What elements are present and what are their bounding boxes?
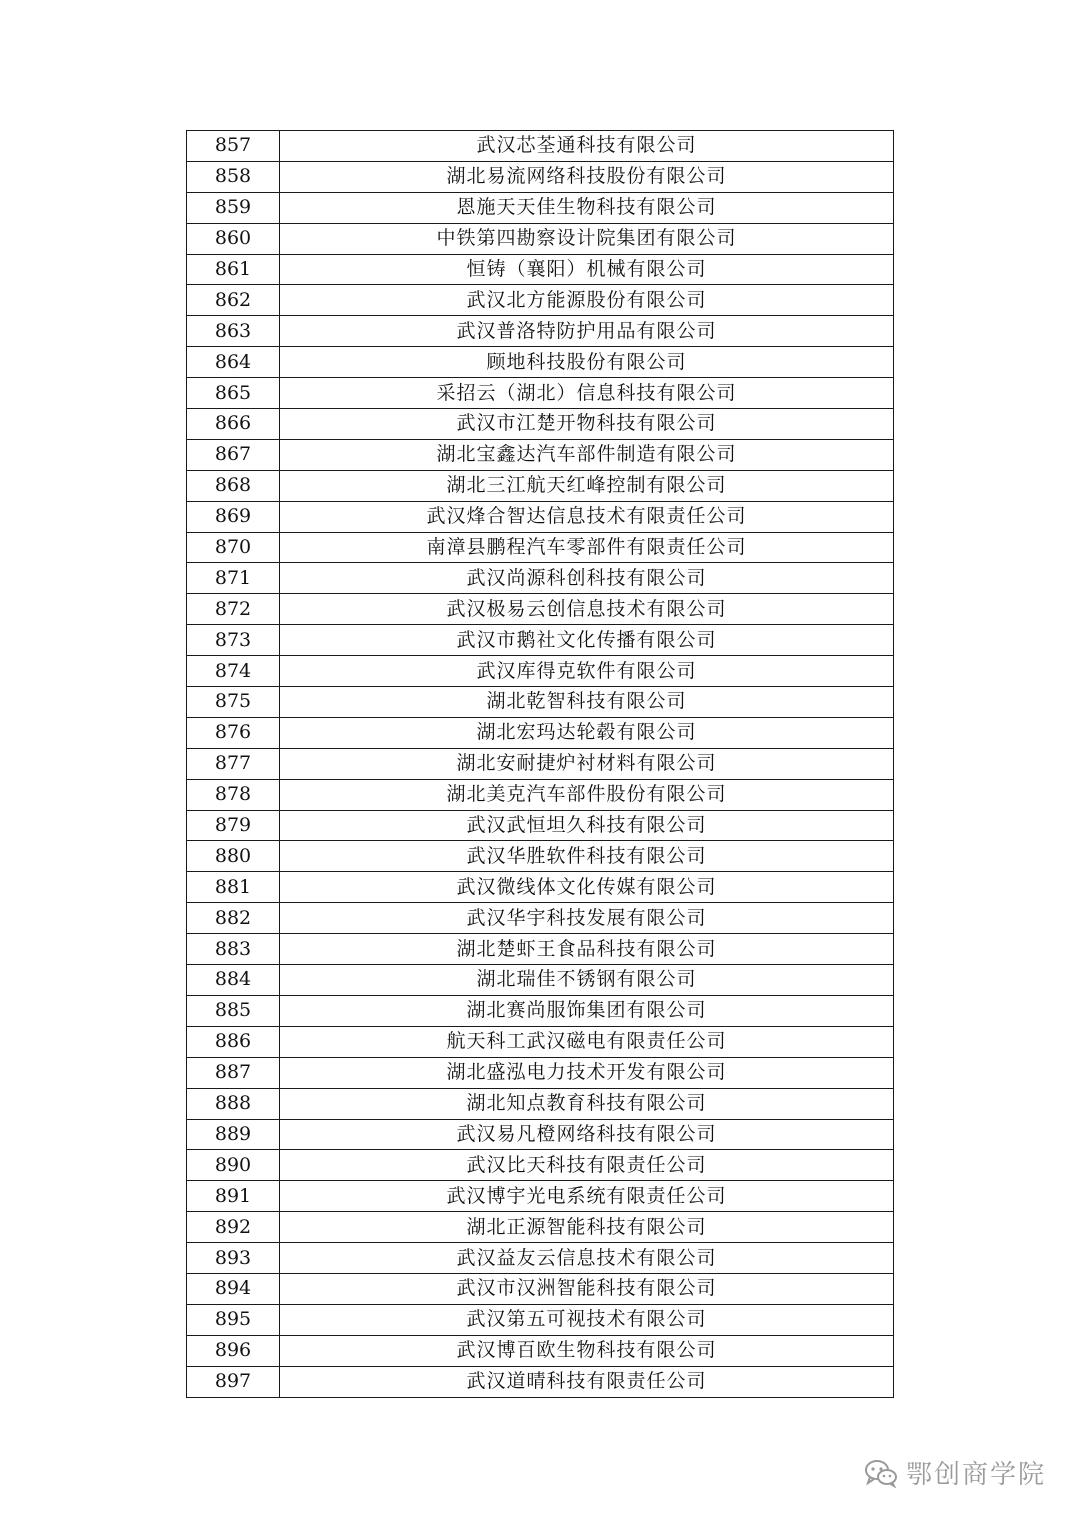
table-row — [187, 872, 894, 903]
company-name: 湖北赛尚服饰集团有限公司 — [280, 995, 894, 1026]
company-name: 湖北易流网络科技股份有限公司 — [280, 161, 894, 192]
company-name: 湖北乾智科技有限公司 — [280, 687, 894, 718]
company-name: 武汉微线体文化传媒有限公司 — [280, 872, 894, 903]
company-name: 武汉易凡橙网络科技有限公司 — [280, 1119, 894, 1150]
company-name: 武汉芯荃通科技有限公司 — [280, 131, 894, 162]
row-number: 881 — [187, 872, 280, 903]
company-name: 湖北盛泓电力技术开发有限公司 — [280, 1057, 894, 1088]
company-name: 恒铸（襄阳）机械有限公司 — [280, 254, 894, 285]
row-number: 896 — [187, 1335, 280, 1366]
watermark-text: 鄂创商学院 — [905, 1460, 1046, 1490]
row-number: 887 — [187, 1057, 280, 1088]
row-number: 890 — [187, 1150, 280, 1181]
table-row — [187, 1088, 894, 1119]
table-row — [187, 223, 894, 254]
row-number: 885 — [187, 995, 280, 1026]
table-row — [187, 532, 894, 563]
table-row — [187, 779, 894, 810]
company-name: 顾地科技股份有限公司 — [280, 347, 894, 378]
company-name: 南漳县鹏程汽车零部件有限责任公司 — [280, 532, 894, 563]
table-row — [187, 316, 894, 347]
company-name: 武汉烽合智达信息技术有限责任公司 — [280, 501, 894, 532]
company-name: 湖北楚虾王食品科技有限公司 — [280, 934, 894, 965]
table-row — [187, 563, 894, 594]
table-row — [187, 378, 894, 409]
row-number: 871 — [187, 563, 280, 594]
table-row — [187, 934, 894, 965]
row-number: 893 — [187, 1243, 280, 1274]
table-row — [187, 810, 894, 841]
table-row — [187, 1057, 894, 1088]
row-number: 889 — [187, 1119, 280, 1150]
company-name: 采招云（湖北）信息科技有限公司 — [280, 378, 894, 409]
row-number: 868 — [187, 470, 280, 501]
company-name: 武汉市江楚开物科技有限公司 — [280, 409, 894, 440]
row-number: 860 — [187, 223, 280, 254]
table-row — [187, 995, 894, 1026]
company-name: 武汉北方能源股份有限公司 — [280, 285, 894, 316]
table-row — [187, 1304, 894, 1335]
table-row — [187, 409, 894, 440]
row-number: 877 — [187, 748, 280, 779]
company-name: 湖北三江航天红峰控制有限公司 — [280, 470, 894, 501]
row-number: 867 — [187, 439, 280, 470]
row-number: 870 — [187, 532, 280, 563]
table-row — [187, 1273, 894, 1304]
table-row — [187, 470, 894, 501]
row-number: 865 — [187, 378, 280, 409]
company-name: 武汉极易云创信息技术有限公司 — [280, 594, 894, 625]
company-name: 中铁第四勘察设计院集团有限公司 — [280, 223, 894, 254]
table-row — [187, 1119, 894, 1150]
row-number: 873 — [187, 625, 280, 656]
row-number: 886 — [187, 1026, 280, 1057]
row-number: 891 — [187, 1181, 280, 1212]
row-number: 876 — [187, 717, 280, 748]
table-row — [187, 748, 894, 779]
table-row — [187, 439, 894, 470]
company-name: 武汉武恒坦久科技有限公司 — [280, 810, 894, 841]
company-list-body — [187, 131, 894, 1398]
table-row — [187, 254, 894, 285]
row-number: 892 — [187, 1212, 280, 1243]
wechat-watermark — [864, 1454, 1046, 1491]
row-number: 869 — [187, 501, 280, 532]
row-number: 872 — [187, 594, 280, 625]
company-name: 武汉尚源科创科技有限公司 — [280, 563, 894, 594]
row-number: 866 — [187, 409, 280, 440]
table-row — [187, 347, 894, 378]
row-number: 884 — [187, 965, 280, 996]
company-name: 武汉博百欧生物科技有限公司 — [280, 1335, 894, 1366]
table-row — [187, 841, 894, 872]
company-name: 武汉华胜软件科技有限公司 — [280, 841, 894, 872]
row-number: 874 — [187, 656, 280, 687]
table-row — [187, 687, 894, 718]
company-name: 武汉库得克软件有限公司 — [280, 656, 894, 687]
row-number: 880 — [187, 841, 280, 872]
row-number: 882 — [187, 903, 280, 934]
row-number: 894 — [187, 1273, 280, 1304]
table-row — [187, 501, 894, 532]
row-number: 864 — [187, 347, 280, 378]
company-name: 武汉益友云信息技术有限公司 — [280, 1243, 894, 1274]
company-name: 湖北宏玛达轮毂有限公司 — [280, 717, 894, 748]
table-row — [187, 1335, 894, 1366]
table-row — [187, 285, 894, 316]
table-row — [187, 1150, 894, 1181]
table-row — [187, 625, 894, 656]
row-number: 888 — [187, 1088, 280, 1119]
company-name: 航天科工武汉磁电有限责任公司 — [280, 1026, 894, 1057]
row-number: 859 — [187, 192, 280, 223]
table-row — [187, 1212, 894, 1243]
row-number: 883 — [187, 934, 280, 965]
wechat-icon — [864, 1458, 898, 1488]
table-row — [187, 656, 894, 687]
company-name: 湖北正源智能科技有限公司 — [280, 1212, 894, 1243]
company-name: 武汉比天科技有限责任公司 — [280, 1150, 894, 1181]
row-number: 879 — [187, 810, 280, 841]
row-number: 858 — [187, 161, 280, 192]
row-number: 895 — [187, 1304, 280, 1335]
table-row — [187, 1366, 894, 1397]
table-row — [187, 965, 894, 996]
table-row — [187, 1243, 894, 1274]
company-name: 武汉普洛特防护用品有限公司 — [280, 316, 894, 347]
row-number: 862 — [187, 285, 280, 316]
row-number: 897 — [187, 1366, 280, 1397]
table-row — [187, 717, 894, 748]
table-row — [187, 131, 894, 162]
company-name: 湖北安耐捷炉衬材料有限公司 — [280, 748, 894, 779]
table-row — [187, 594, 894, 625]
company-name: 武汉市鹅社文化传播有限公司 — [280, 625, 894, 656]
table-row — [187, 161, 894, 192]
table-row — [187, 1026, 894, 1057]
row-number: 863 — [187, 316, 280, 347]
company-name: 湖北美克汽车部件股份有限公司 — [280, 779, 894, 810]
company-name: 武汉华宇科技发展有限公司 — [280, 903, 894, 934]
table-row — [187, 903, 894, 934]
row-number: 861 — [187, 254, 280, 285]
company-name: 湖北宝鑫达汽车部件制造有限公司 — [280, 439, 894, 470]
company-name: 湖北瑞佳不锈钢有限公司 — [280, 965, 894, 996]
table-row — [187, 192, 894, 223]
row-number: 875 — [187, 687, 280, 718]
table-row — [187, 1181, 894, 1212]
company-name: 武汉博宇光电系统有限责任公司 — [280, 1181, 894, 1212]
company-name: 湖北知点教育科技有限公司 — [280, 1088, 894, 1119]
company-name: 恩施天天佳生物科技有限公司 — [280, 192, 894, 223]
company-name: 武汉第五可视技术有限公司 — [280, 1304, 894, 1335]
row-number: 857 — [187, 131, 280, 162]
company-name: 武汉道晴科技有限责任公司 — [280, 1366, 894, 1397]
company-name: 武汉市汉洲智能科技有限公司 — [280, 1273, 894, 1304]
company-list-table — [186, 130, 894, 1398]
row-number: 878 — [187, 779, 280, 810]
